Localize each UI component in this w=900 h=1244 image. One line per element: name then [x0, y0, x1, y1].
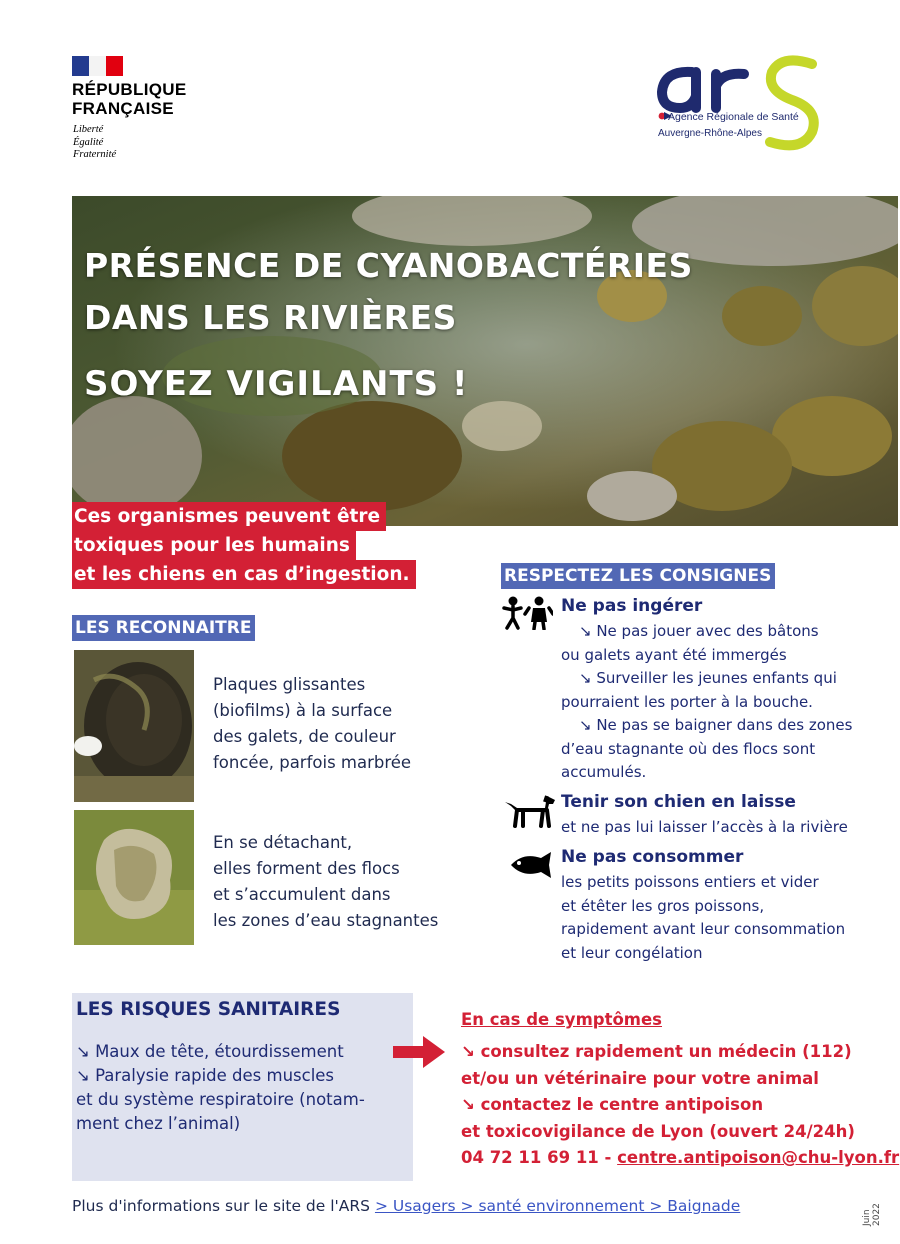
arrow-right-icon — [393, 1036, 445, 1068]
footer-link[interactable]: > Usagers > santé environnement > Baignade — [374, 1197, 741, 1215]
rule-3-text: les petits poissons entiers et vider et étêter les gros poissons, rapidement avant leur consommation et leur congélation — [561, 873, 846, 962]
rule-2-text: et ne pas lui laisser l’accès à la rivière — [561, 818, 848, 836]
symptoms-text: ↘ consultez rapidement un médecin (112) et/ou un vétérinaire pour votre animal ↘ contactez le centre antipoison et toxicovigilance de Lyon (ouvert 24/24h) 04 72 11 69 11 - centre.antipoison@chu-lyon.fr — [461, 1039, 899, 1172]
poison-center-email[interactable]: centre.antipoison@chu-lyon.fr — [617, 1148, 900, 1167]
fish-icon — [507, 852, 555, 878]
publication-date: Juin 2022 — [862, 1203, 882, 1226]
dog-icon — [503, 792, 557, 828]
symptoms-heading: En cas de symptômes — [461, 1010, 662, 1029]
footer-text: Plus d'informations sur le site de l'ARS — [72, 1197, 375, 1215]
rule-2-title: Tenir son chien en laisse — [561, 792, 796, 812]
biofilm-photo — [74, 650, 194, 802]
french-flag-logo — [72, 56, 123, 76]
poison-center-phone: 04 72 11 69 11 - — [461, 1148, 618, 1167]
rule-1-title: Ne pas ingérer — [561, 596, 703, 616]
warning-line-3: et les chiens en cas d’ingestion. — [72, 560, 416, 589]
children-icon — [501, 596, 553, 630]
risks-heading: LES RISQUES SANITAIRES — [76, 999, 341, 1020]
rule-1-text: ↘ Ne pas jouer avec des bâtons ou galets ayant été immergés ↘ Surveiller les jeunes enfants qui pourraient les porter à la bouche. ↘ Ne pas se baigner dans des zones d’eau stagnante où des flocs sont accumulés. — [561, 622, 853, 781]
ars-logo — [652, 52, 842, 162]
republic-motto: Liberté Égalité Fraternité — [73, 124, 117, 160]
flocs-description: En se détachant, elles forment des flocs et s’accumulent dans les zones d’eau stagnantes — [213, 833, 439, 930]
hero-subtitle: SOYEZ VIGILANTS ! — [84, 364, 469, 404]
recognize-heading: LES RECONNAITRE — [72, 615, 255, 641]
biofilm-description: Plaques glissantes (biofilms) à la surface des galets, de couleur foncée, parfois marbrée — [213, 675, 412, 772]
risks-text: ↘ Maux de tête, étourdissement ↘ Paralysie rapide des muscles et du système respiratoire (notam- ment chez l’animal) — [76, 1042, 365, 1133]
footer — [72, 1197, 740, 1215]
rule-3-title: Ne pas consommer — [561, 847, 744, 867]
poison-center-contact — [461, 1145, 899, 1172]
ars-region: Auvergne-Rhône-Alpes — [658, 128, 762, 139]
flocs-photo — [74, 810, 194, 945]
warning-line-2: toxiques pour les humains — [72, 531, 356, 560]
republique-francaise: RÉPUBLIQUE FRANÇAISE — [72, 80, 187, 118]
rules-heading: RESPECTEZ LES CONSIGNES — [501, 563, 775, 589]
warning-line-1: Ces organismes peuvent être — [72, 502, 386, 531]
hero-title: PRÉSENCE DE CYANOBACTÉRIES DANS LES RIVIÈRES — [84, 246, 693, 337]
ars-agency-name: Agence Régionale de Santé — [668, 111, 799, 123]
